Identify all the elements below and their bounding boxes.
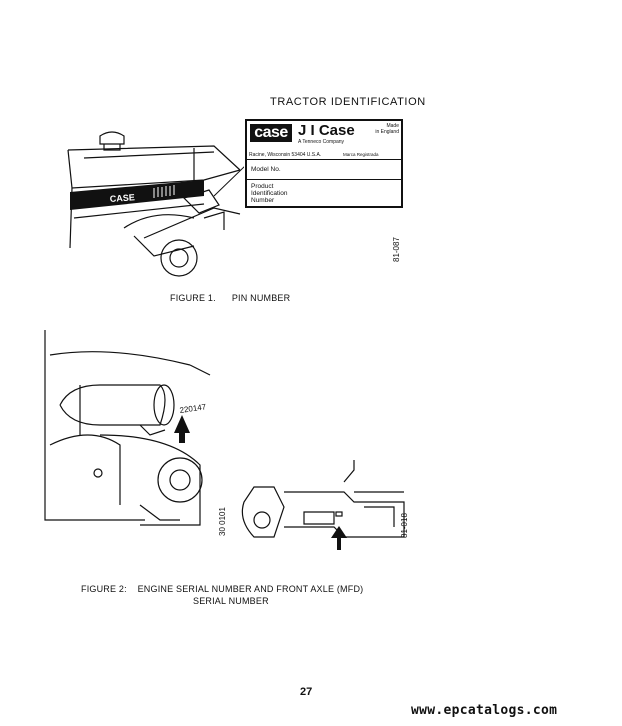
tractor-illustration	[64, 118, 244, 288]
figure2-caption-line1: FIGURE 2: ENGINE SERIAL NUMBER AND FRONT AXLE (MFD)	[81, 584, 364, 594]
case-logo: case	[250, 124, 292, 142]
plate-company: A Tenneco Company	[298, 139, 345, 145]
figure2-caption-line2: SERIAL NUMBER	[193, 596, 269, 606]
figure2-ref-left: 30 0101	[218, 507, 227, 536]
plate-address: Racine, Wisconsin 53404 U.S.A.	[249, 152, 322, 158]
model-number-field: Model No.	[247, 159, 401, 179]
engine-illustration	[40, 325, 220, 540]
plate-marca: Marca Registrada	[343, 152, 379, 157]
figure1-caption: FIGURE 1. PIN NUMBER	[170, 293, 291, 303]
plate-made-in: Made in England	[375, 123, 399, 135]
figure1-ref: 81-087	[392, 237, 401, 262]
page-number: 27	[300, 686, 313, 698]
identification-plate	[245, 119, 403, 208]
figure2-ref-right: 81-018	[400, 513, 409, 538]
watermark: www.epcatalogs.com	[411, 703, 558, 718]
hood-label: CASE	[109, 192, 136, 204]
plate-brand: J I Case	[298, 122, 355, 139]
engine-serial-number: 220147	[179, 402, 207, 415]
pin-field: Product Identification Number	[247, 179, 401, 208]
front-axle-illustration	[234, 452, 414, 552]
page-heading: TRACTOR IDENTIFICATION	[270, 96, 426, 108]
